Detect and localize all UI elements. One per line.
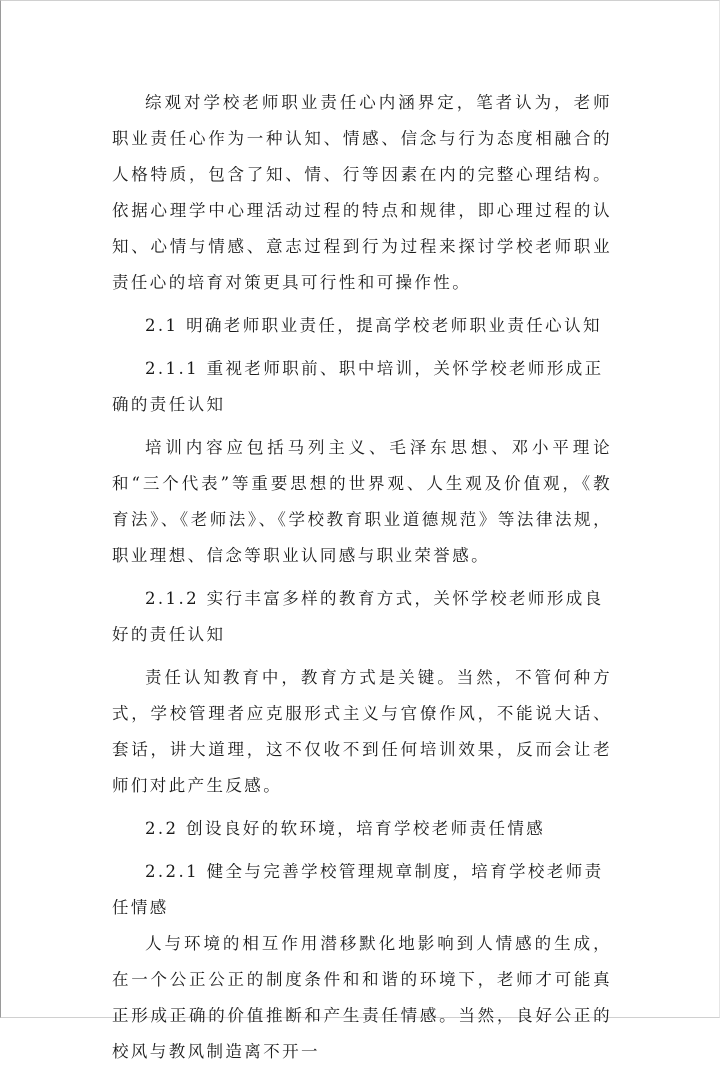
paragraph-training: 培训内容应包括马列主义、毛泽东思想、邓小平理论和“三个代表”等重要思想的世界观、人生观及价值观，《教育法》、《老师法》、《学校教育职业道德规范》等法律法规，职业理想、信念等职业认同感与职业荣誉感。 <box>112 438 612 565</box>
paragraph-methods: 责任认知教育中，教育方式是关键。当然，不管何种方式，学校管理者应克服形式主义与官僚作风，不能说大话、套话，讲大道理，这不仅收不到任何培训效果，反而会让老师们对此产生反感。 <box>112 668 612 795</box>
heading-2-1: 2.1 明确老师职业责任，提高学校老师职业责任心认知 <box>145 316 602 335</box>
heading-2-1-2: 2.1.2 实行丰富多样的教育方式，关怀学校老师形成良好的责任认知 <box>112 589 604 644</box>
heading-2-2: 2.2 创设良好的软环境，培育学校老师责任情感 <box>145 819 546 838</box>
paragraph-intro: 综观对学校老师职业责任心内涵界定，笔者认为，老师职业责任心作为一种认知、情感、信念与行为态度相融合的人格特质，包含了知、情、行等因素在内的完整心理结构。依据心理学中心理活动过程的特点和规律，即心理过程的认知、心情与情感、意志过程到行为过程来探讨学校老师职业责任心的培育对策更具可行性和可操作性。 <box>112 93 612 292</box>
heading-2-2-1: 2.2.1 健全与完善学校管理规章制度，培育学校老师责任情感 <box>112 862 604 917</box>
document-body <box>112 85 612 1077</box>
paragraph-environment: 人与环境的相互作用潜移默化地影响到人情感的生成，在一个公正公正的制度条件和和谐的环境下，老师才可能真正形成正确的价值推断和产生责任情感。当然，良好公正的校风与教风制造离不开一 <box>112 934 612 1061</box>
heading-2-1-1: 2.1.1 重视老师职前、职中培训，关怀学校老师形成正确的责任认知 <box>112 359 604 414</box>
